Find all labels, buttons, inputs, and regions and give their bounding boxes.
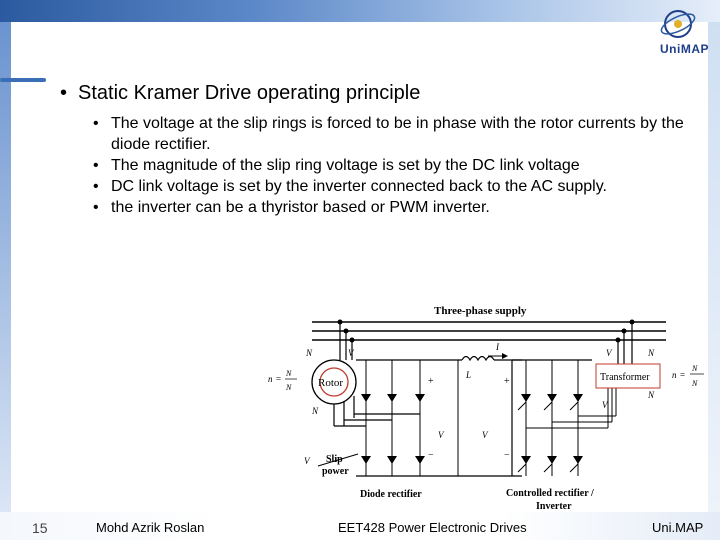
id-label: I	[496, 342, 499, 352]
controlled-rectifier-label: Controlled rectifier /	[506, 488, 594, 499]
svg-text:−: −	[504, 450, 510, 461]
supply-label: Three-phase supply	[434, 305, 527, 317]
title-bullet-dot: •	[60, 82, 68, 104]
svg-text:+: +	[504, 376, 510, 387]
slip-label: Slip	[326, 454, 343, 465]
footer-course: EET428 Power Electronic Drives	[338, 520, 527, 535]
diode-rectifier-label: Diode rectifier	[360, 489, 422, 500]
logo-text: UniMAP	[660, 42, 709, 56]
svg-text:N: N	[286, 383, 292, 392]
left-decor-bar	[0, 22, 11, 512]
power-label: power	[322, 466, 349, 477]
svg-text:=: =	[276, 374, 282, 384]
slide-title-text: Static Kramer Drive operating principle	[78, 82, 421, 104]
na-label: N	[648, 348, 655, 358]
nb-label: N	[648, 390, 655, 400]
inverter-label: Inverter	[536, 501, 572, 512]
svg-text:+: +	[428, 376, 434, 387]
bullet-item: • The magnitude of the slip ring voltage is set by the DC link voltage	[93, 155, 693, 176]
bullet-item: • the inverter can be a thyristor based or PWM inverter.	[93, 197, 693, 218]
v-label-transformer: V	[606, 348, 612, 358]
vdc-label: V	[482, 430, 488, 440]
dc-link-inductor	[462, 357, 494, 361]
slide-title	[60, 82, 420, 105]
header-band	[0, 0, 720, 22]
svg-text:N: N	[692, 364, 698, 373]
bullet-item: • The voltage at the slip rings is forced to be in phase with the rotor currents by the diode rectifier.	[93, 113, 693, 155]
diode-bridge	[361, 360, 425, 476]
ratio-n1: n	[268, 374, 273, 384]
bullet-list	[93, 113, 693, 218]
bullet-item: • DC link voltage is set by the inverter connected back to the AC supply.	[93, 176, 693, 197]
svg-text:N: N	[286, 369, 292, 378]
footer-organization: Uni.MAP	[652, 520, 704, 535]
kramer-drive-diagram	[262, 298, 720, 516]
transformer-label: Transformer	[600, 372, 650, 383]
svg-text:−: −	[428, 450, 434, 461]
slide-number: 15	[32, 520, 48, 536]
ld-label: L	[466, 370, 472, 380]
svg-text:=: =	[680, 370, 686, 380]
ratio-n2: n	[672, 370, 677, 380]
svg-text:N: N	[692, 379, 698, 388]
accent-line	[0, 78, 46, 82]
footer-author: Mohd Azrik Roslan	[96, 520, 205, 535]
vd-label: V	[438, 430, 444, 440]
rotor-label: Rotor	[318, 377, 344, 389]
vo-label: V	[602, 400, 608, 410]
vr-label: V	[304, 456, 310, 466]
thyristor-bridge	[518, 360, 583, 476]
nr-label: N	[312, 406, 319, 416]
v-label: V	[348, 348, 354, 358]
ns-label: N	[306, 348, 313, 358]
